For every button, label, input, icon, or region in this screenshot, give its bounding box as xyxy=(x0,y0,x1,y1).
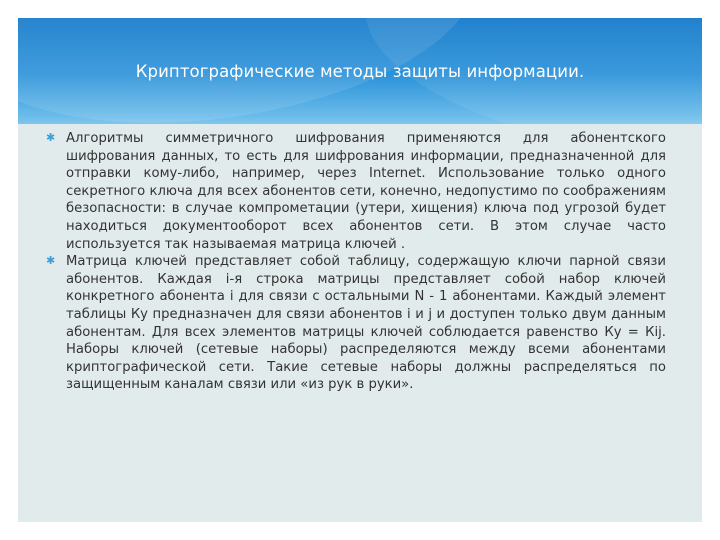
asterisk-bullet-icon: ✱ xyxy=(46,254,56,268)
bullet-item-symmetric-encryption xyxy=(46,130,666,253)
bullet-text: Алгоритмы симметричного шифрования применяются для абонентского шифрования данных, то есть для шифрования информации, предназначенной для отправки кому-либо, например, через Internet. Использование только одного секретного ключа для всех абонентов сети, конечно, недопустимо по соображениям безопасности: в случае компрометации (утери, хищения) ключа под угрозой будет находиться документооборот всех абонентов сети. В этом случае часто используется так называемая матрица ключей . xyxy=(66,131,666,252)
slide-title: Криптографические методы защиты информации. xyxy=(135,62,585,81)
bullet-list xyxy=(46,130,666,394)
asterisk-bullet-icon: ✱ xyxy=(46,131,56,144)
bullet-item-key-matrix xyxy=(46,253,666,394)
bullet-text: Матрица ключей представляет собой таблицу, содержащую ключи парной связи абонентов. Каждая i-я строка матрицы представляет собой набор ключей конкретного абонента i для связи с остальными N - 1 абонентами. Каждый элемент таблицы Кy предназначен для связи абонентов i и j и доступен только двум данным абонентам. Для всех элементов матрицы ключей соблюдается равенство Кy = Кij. Наборы ключей (сетевые наборы) распределяются между всеми абонентами криптографической сети. Такие сетевые наборы должны распределяться по защищенным каналам связи или «из рук в руки». xyxy=(66,254,666,393)
